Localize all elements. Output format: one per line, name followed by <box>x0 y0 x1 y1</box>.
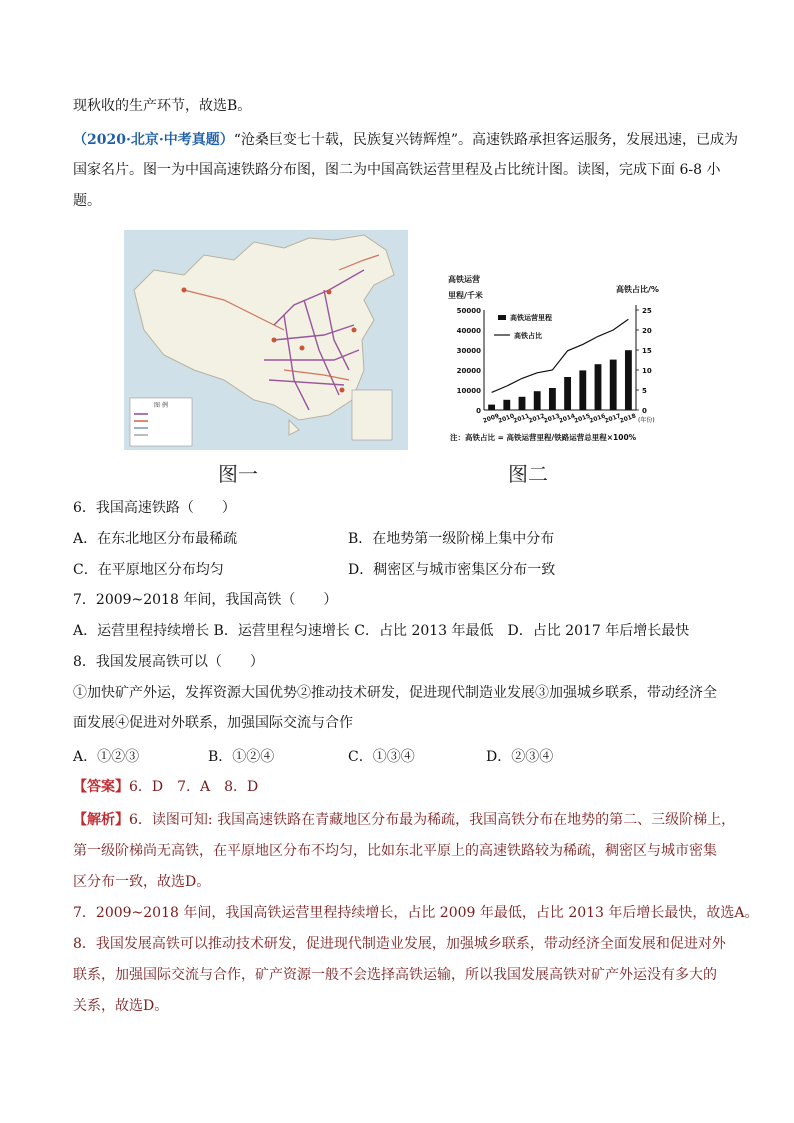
legend-bar-swatch <box>498 315 506 320</box>
rail-mileage-chart <box>436 270 696 445</box>
mileage-bar-2017 <box>610 360 617 410</box>
analysis-line-1 <box>73 810 735 830</box>
x-tick-label: 2012 <box>527 412 546 425</box>
q7-options: A．运营里程持续增长 B．运营里程匀速增长 C．占比 2013 年最低 D．占比 2017 年后增长最快 <box>73 623 690 639</box>
x-tick-label: 2009 <box>482 412 501 425</box>
right-tick-label: 0 <box>642 407 647 415</box>
left-tick-label: 30000 <box>456 347 481 355</box>
china-high-speed-rail-map <box>124 230 408 450</box>
source-tag: （2020·北京·中考真题） <box>73 132 234 148</box>
left-tick-label: 40000 <box>456 327 481 335</box>
answer-tag: 【答案】 <box>73 779 129 795</box>
figure-1-label: 图一 <box>218 462 258 486</box>
share-series-line <box>492 319 629 392</box>
mileage-bar-2015 <box>579 370 586 410</box>
mileage-bar-2010 <box>503 400 510 410</box>
analysis-line-4: 7．2009~2018 年间，我国高铁运营里程持续增长，占比 2009 年最低，占比 2013 年后增长最快，故选A。 <box>73 905 759 921</box>
map-legend-title: 图 例 <box>154 402 168 409</box>
mileage-bar-2013 <box>549 388 556 410</box>
x-tick-label: 2014 <box>558 412 577 425</box>
x-tick-label: 2015 <box>573 412 592 425</box>
left-tick-label: 50000 <box>456 307 481 315</box>
right-tick-label: 5 <box>642 387 647 395</box>
left-axis-title-2: 里程/千米 <box>448 291 483 300</box>
left-tick-label: 20000 <box>456 367 481 375</box>
analysis-line-6: 联系，加强国际交流与合作，矿产资源一般不会选择高铁运输，所以我国发展高铁对矿产外运没有多大的 <box>73 967 717 983</box>
analysis-line-5: 8．我国发展高铁可以推动技术研发，促进现代制造业发展，加强城乡联系，带动经济全面发展和促进对外 <box>73 936 726 952</box>
right-tick-label: 20 <box>642 327 652 335</box>
question-stem-line-2: 国家名片。图一为中国高速铁路分布图，图二为中国高铁运营里程及占比统计图。读图，完成下面 6-8 小 <box>73 162 721 178</box>
q6-option-d: D．稠密区与城市密集区分布一致 <box>348 562 556 578</box>
mileage-bar-2016 <box>595 364 602 410</box>
legend-bar-label: 高铁运营里程 <box>510 314 552 322</box>
question-stem-line-3: 题。 <box>73 193 101 209</box>
x-unit-label: (年份) <box>638 417 655 424</box>
question-7-stem: 7．2009~2018 年间，我国高铁（ ） <box>73 592 338 608</box>
answer-line <box>73 777 258 797</box>
x-tick-label: 2016 <box>588 412 607 425</box>
left-tick-label: 10000 <box>456 387 481 395</box>
x-tick-label: 2017 <box>603 412 622 425</box>
q6-option-c: C．在平原地区分布均匀 <box>73 562 224 578</box>
right-tick-label: 25 <box>642 307 652 315</box>
left-tick-label: 0 <box>476 407 481 415</box>
mileage-bar-2012 <box>534 391 541 410</box>
right-axis-title: 高铁占比/% <box>616 285 659 294</box>
mileage-bar-2009 <box>488 405 495 410</box>
q8-option-b: B．①②④ <box>208 749 275 765</box>
stem-text: “沧桑巨变七十载，民族复兴铸辉煌”。高速铁路承担客运服务，发展迅速，已成为 <box>233 132 739 148</box>
mileage-bar-2011 <box>519 397 526 410</box>
analysis-line-2: 第一级阶梯尚无高铁，在平原地区分布不均匀，比如东北平原上的高速铁路较为稀疏，稠密区与城市密集 <box>73 843 717 859</box>
analysis-text-1: 6．读图可知: 我国高速铁路在青藏地区分布最为稀疏，我国高铁分布在地势的第二、三级阶梯上， <box>129 812 736 828</box>
x-tick-label: 2011 <box>512 412 531 425</box>
mileage-bar-2014 <box>564 377 571 410</box>
question-8-stem: 8．我国发展高铁可以（ ） <box>73 654 264 670</box>
x-tick-label: 2013 <box>542 412 561 425</box>
q8-option-d: D．②③④ <box>486 749 554 765</box>
answer-text: 6．D 7．A 8．D <box>129 779 259 795</box>
analysis-tag: 【解析】 <box>73 812 129 828</box>
legend-line-label: 高铁占比 <box>514 332 542 340</box>
q8-option-c: C．①③④ <box>348 749 415 765</box>
q6-option-a: A．在东北地区分布最稀疏 <box>73 531 238 547</box>
q8-option-a: A．①②③ <box>73 749 140 765</box>
chart-note: 注：高铁占比 = 高铁运营里程/铁路运营总里程×100% <box>450 433 637 442</box>
x-tick-label: 2010 <box>497 412 516 425</box>
q8-body-line-2: 面发展④促进对外联系，加强国际交流与合作 <box>73 715 353 731</box>
analysis-line-7: 关系，故选D。 <box>73 998 169 1014</box>
previous-answer-line: 现秋收的生产环节，故选B。 <box>73 98 252 114</box>
x-tick-label: 2018 <box>618 412 637 425</box>
question-6-stem: 6．我国高速铁路（ ） <box>73 500 236 516</box>
analysis-line-3: 区分布一致，故选D。 <box>73 874 211 890</box>
left-axis-title-1: 高铁运营 <box>448 275 480 284</box>
q6-option-b: B．在地势第一级阶梯上集中分布 <box>348 531 555 547</box>
mileage-bar-2018 <box>625 350 632 410</box>
right-tick-label: 15 <box>642 347 652 355</box>
question-stem-line-1 <box>73 130 738 150</box>
right-tick-label: 10 <box>642 367 652 375</box>
q8-body-line-1: ①加快矿产外运，发挥资源大国优势②推动技术研发，促进现代制造业发展③加强城乡联系，带动经济全 <box>73 685 717 701</box>
figure-2-label: 图二 <box>508 462 548 486</box>
